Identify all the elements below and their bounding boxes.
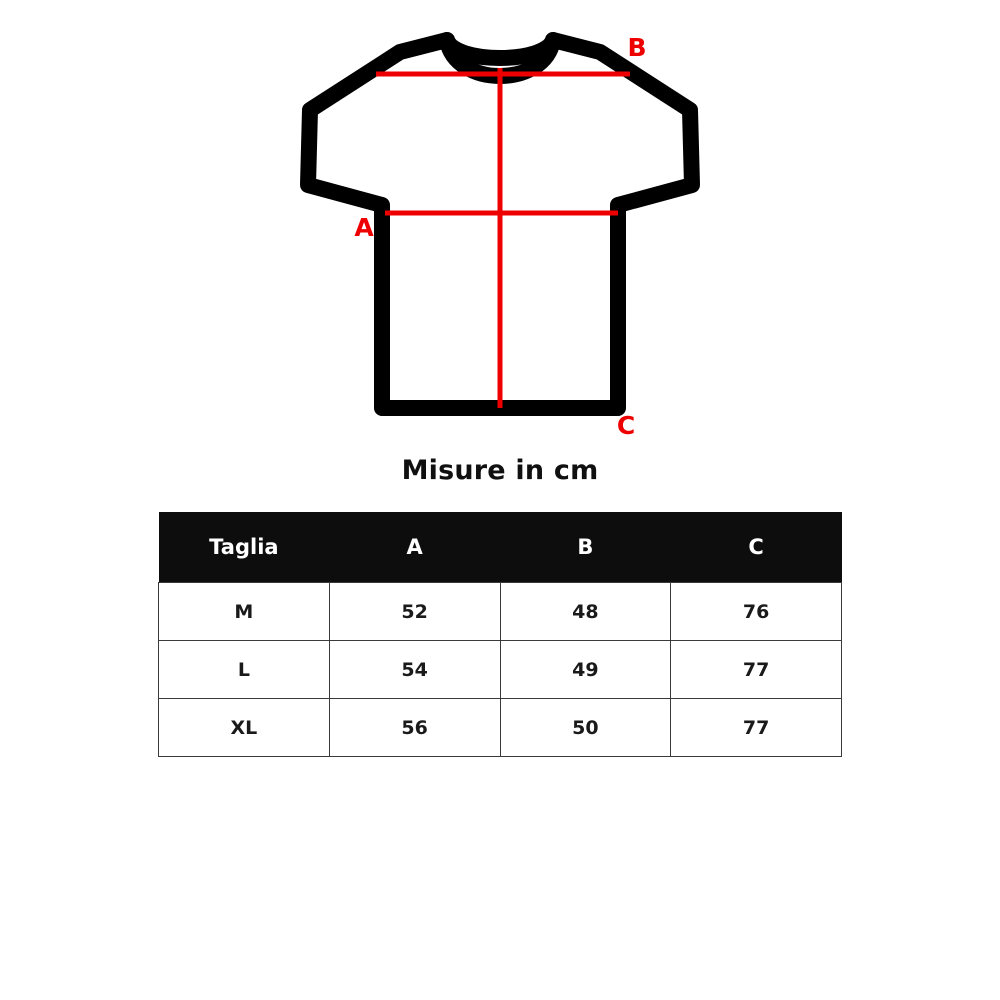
measure-label-a: A <box>354 213 374 242</box>
column-header-c: C <box>671 512 842 583</box>
column-header-taglia: Taglia <box>159 512 330 583</box>
size-table <box>158 512 842 757</box>
caption-measures-in-cm: Misure in cm <box>401 455 599 486</box>
table-row <box>159 699 842 757</box>
measure-label-b: B <box>627 33 647 62</box>
size-table-head <box>159 512 842 583</box>
column-header-a: A <box>329 512 500 583</box>
cell-b: 48 <box>500 583 671 641</box>
size-table-body <box>159 583 842 757</box>
cell-a: 54 <box>329 641 500 699</box>
table-header-row <box>159 512 842 583</box>
cell-b: 50 <box>500 699 671 757</box>
table-row <box>159 641 842 699</box>
column-header-b: B <box>500 512 671 583</box>
cell-b: 49 <box>500 641 671 699</box>
tshirt-diagram <box>0 0 1000 460</box>
cell-a: 52 <box>329 583 500 641</box>
measure-label-c: C <box>616 411 636 440</box>
cell-size: M <box>159 583 330 641</box>
cell-a: 56 <box>329 699 500 757</box>
table-row <box>159 583 842 641</box>
cell-size: XL <box>159 699 330 757</box>
cell-size: L <box>159 641 330 699</box>
cell-c: 77 <box>671 699 842 757</box>
cell-c: 76 <box>671 583 842 641</box>
cell-c: 77 <box>671 641 842 699</box>
